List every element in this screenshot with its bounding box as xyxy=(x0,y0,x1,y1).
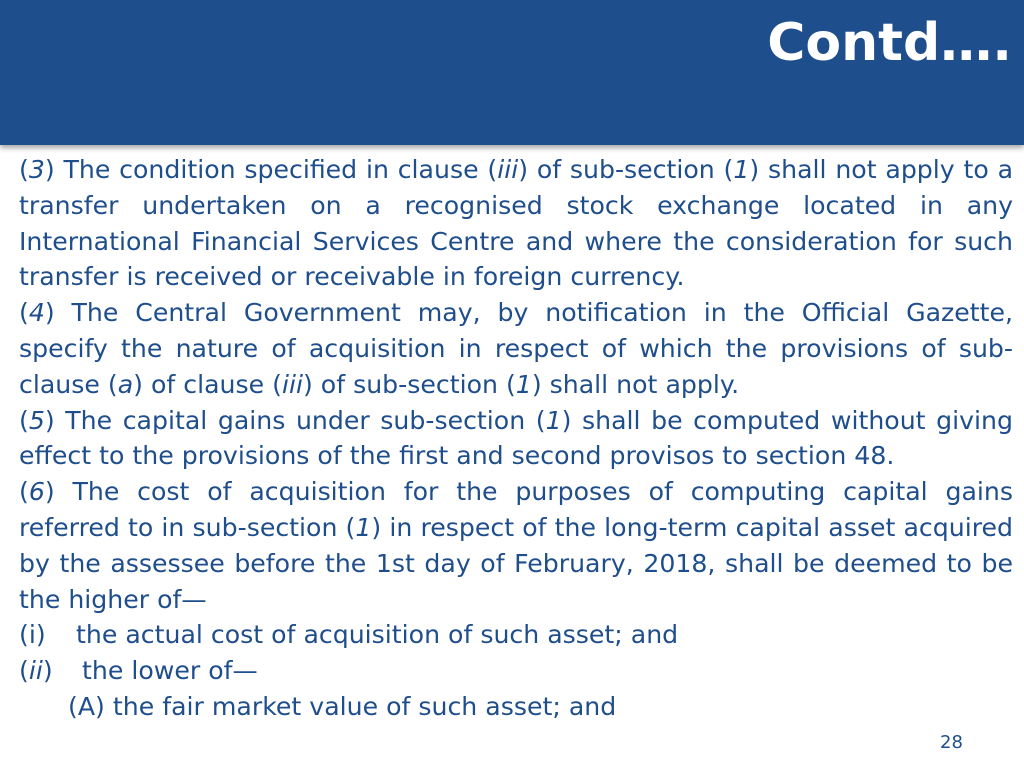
subclause-ref: a xyxy=(117,369,134,399)
subsection-ref: 1 xyxy=(545,405,562,435)
paragraph-4: (4) The Central Government may, by notification in the Official Gazette, specify the nature of acquisition in respect of which the provisions of sub-clause (a) of clause (iii) of sub-section (1) shall not apply. xyxy=(19,298,1013,399)
paragraph-text: The Central Government may, by notification in the Official Gazette, specify the nature of acquisition in respect of which the provisions of sub-clause ( xyxy=(19,298,1013,399)
paragraph-text: ) shall not apply. xyxy=(531,369,740,399)
paragraph-text: ) of clause ( xyxy=(133,369,282,399)
subsection-ref: 1 xyxy=(733,155,750,184)
list-item xyxy=(19,617,1013,653)
list-item-text: the lower of— xyxy=(82,656,258,686)
paragraph-text: ) in respect of the long-term capital asset acquired by the assessee before the 1st day of February, 2018, shall be deemed to be the higher of— xyxy=(19,512,1014,614)
page-number: 28 xyxy=(940,732,963,753)
paragraph-text: ) of sub-section ( xyxy=(518,155,734,184)
slide-body xyxy=(19,152,1013,725)
paragraph-text: ) shall be computed without giving effect to the provisions of the first and second provisos to section 48. xyxy=(19,405,1013,471)
paragraph-number: 5 xyxy=(28,405,45,435)
paragraph-text: The cost of acquisition for the purposes of computing capital gains referred to in sub-section ( xyxy=(19,477,1013,542)
list-item-text: the actual cost of acquisition of such asset; and xyxy=(76,620,679,650)
subsection-ref: 1 xyxy=(355,512,372,542)
header-band xyxy=(0,0,1024,145)
list-item-number: (ii) xyxy=(19,656,53,686)
paragraph-number: 4 xyxy=(28,298,45,328)
paragraph-number: 6 xyxy=(28,477,45,507)
paragraph-6: (6) The cost of acquisition for the purposes of computing capital gains referred to in sub-section (1) in respect of the long-term capital asset acquired by the assessee before the 1st day of February, 2018, shall be deemed to be the higher of— xyxy=(19,477,1014,614)
clause-ref: iii xyxy=(497,155,519,184)
clause-ref: iii xyxy=(281,369,303,399)
subsection-ref: 1 xyxy=(515,369,532,399)
list-item-number: (i) xyxy=(19,620,46,650)
paragraph-5: (5) The capital gains under sub-section (1) shall be computed without giving effect to the provisions of the first and second provisos to section 48. xyxy=(19,405,1013,471)
paragraph-text: The condition specified in clause ( xyxy=(54,155,498,184)
paragraph-text: The capital gains under sub-section ( xyxy=(54,405,546,435)
slide-title: Contd…. xyxy=(767,13,1012,73)
list-item xyxy=(19,653,1013,689)
paragraph-number: 3 xyxy=(28,155,45,184)
paragraph-3: (3) The condition specified in clause (iii) of sub-section (1) shall not apply to a transfer undertaken on a recognised stock exchange located in any International Financial Services Centre and where the consideration for such transfer is received or receivable in foreign currency. xyxy=(19,155,1014,292)
paragraph-text: ) shall not apply to a transfer undertaken on a recognised stock exchange located in any International Financial Services Centre and where the consideration for such transfer is received or receivable in foreign currency. xyxy=(19,155,1014,292)
paragraph-text: ) of sub-section ( xyxy=(302,369,516,399)
cut-off-line: (A) the fair market value of such asset; and xyxy=(68,691,617,721)
